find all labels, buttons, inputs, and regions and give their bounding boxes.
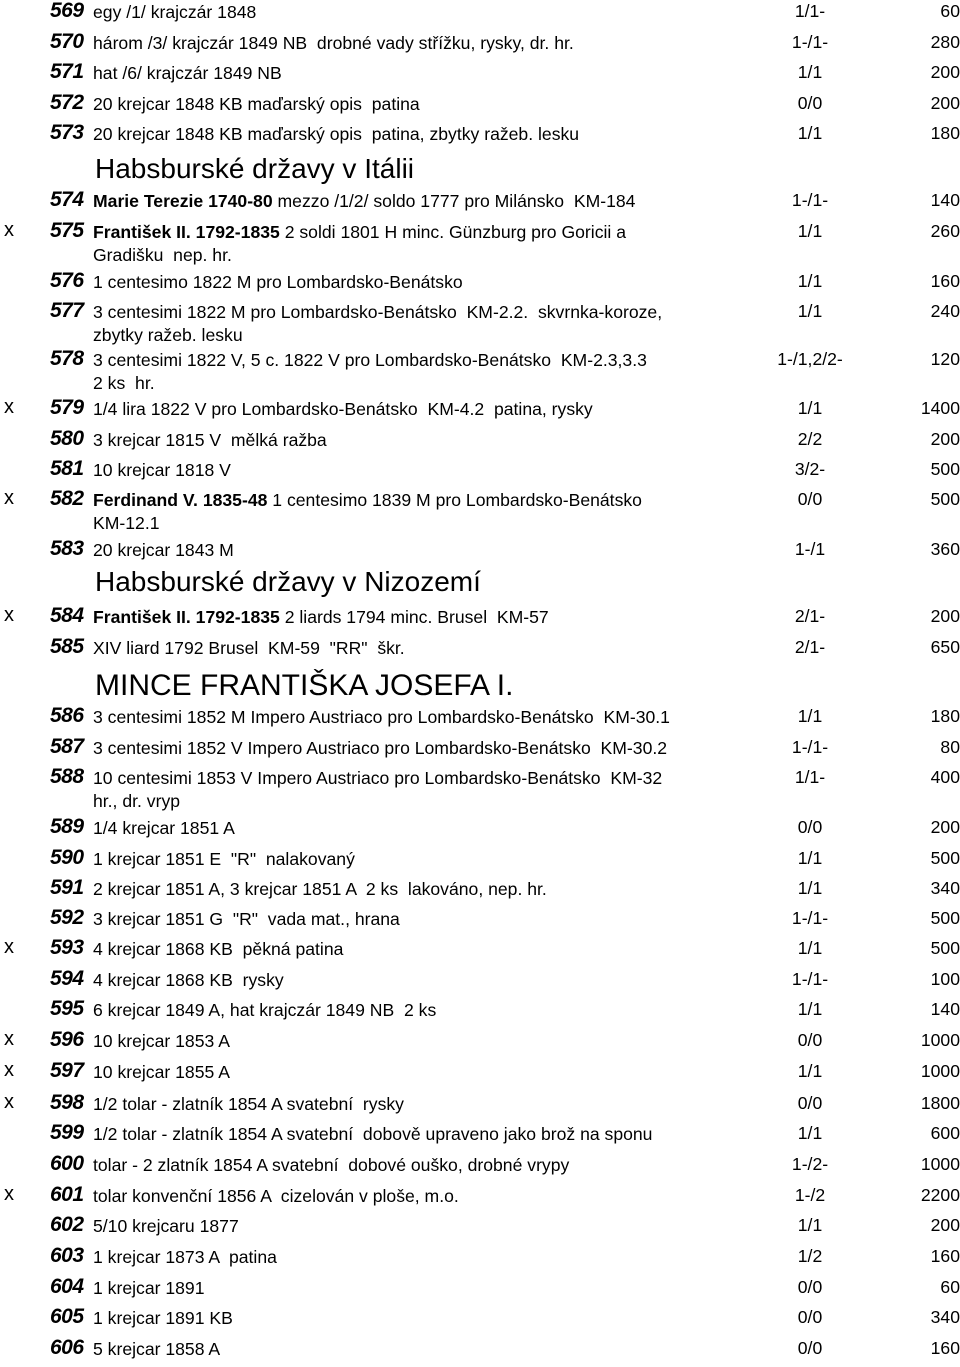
lot-number: 597 [50, 1059, 84, 1082]
lot-description [93, 1030, 773, 1053]
lot-price: 200 [930, 62, 960, 82]
lot-description-text: 10 krejcar 1855 A [93, 1062, 230, 1082]
lot-number: 584 [50, 604, 84, 627]
lot-description-text: 5 krejcar 1858 A [93, 1339, 221, 1359]
lot-description-text: 3 centesimi 1822 V, 5 c. 1822 V pro Lombardsko-Benátsko KM-2.3,3.3 2 ks hr. [93, 350, 647, 393]
lot-description [93, 1338, 773, 1361]
lot-number: 592 [50, 906, 84, 929]
lot-price: 100 [930, 969, 960, 989]
lot-row [0, 1184, 960, 1214]
lot-grade: 1-/1- [791, 969, 829, 989]
lot-description [93, 190, 773, 213]
lot-row [0, 458, 960, 488]
sold-marker: x [4, 936, 14, 958]
lot-number: 589 [50, 815, 84, 838]
lot-number: 605 [50, 1305, 84, 1328]
lot-description [93, 349, 773, 395]
lot-price: 280 [930, 32, 960, 52]
lot-row [0, 61, 960, 91]
lot-description-text: tolar konvenční 1856 A cizelován v ploše, m.o. [93, 1186, 459, 1206]
lot-description-text: 10 krejcar 1853 A [93, 1031, 230, 1051]
lot-description-text: 1 krejcar 1851 E "R" nalakovaný [93, 849, 355, 869]
lot-number: 575 [50, 219, 84, 242]
lot-row [0, 428, 960, 458]
lot-grade: 0/0 [797, 1093, 823, 1113]
lot-number: 598 [50, 1091, 84, 1114]
lot-price: 200 [930, 429, 960, 449]
lot-grade: 3/2- [794, 459, 826, 479]
lot-description-text: mezzo /1/2/ soldo 1777 pro Milánsko KM-184 [272, 191, 636, 211]
lot-row [0, 847, 960, 877]
lot-grade: 1/1 [797, 62, 823, 82]
lot-description-text: három /3/ krajczár 1849 NB drobné vady střížku, rysky, dr. hr. [93, 33, 574, 53]
lot-grade: 1/1 [797, 1061, 823, 1081]
lot-description-text: 1 krejcar 1873 A patina [93, 1247, 277, 1267]
lot-row [0, 907, 960, 937]
lot-row [0, 1060, 960, 1090]
lot-grade: 1/2 [797, 1246, 823, 1266]
lot-description [93, 1246, 773, 1269]
lot-price: 200 [930, 93, 960, 113]
lot-row [0, 1122, 960, 1152]
lot-price: 200 [930, 606, 960, 626]
lot-row [0, 765, 960, 811]
lot-row [0, 122, 960, 152]
lot-description [93, 301, 773, 347]
lot-number: 604 [50, 1275, 84, 1298]
lot-grade: 1/1 [797, 938, 823, 958]
lot-number: 570 [50, 30, 84, 53]
lot-grade: 1-/1,2/2- [777, 349, 843, 369]
lot-price: 160 [930, 1246, 960, 1266]
lot-grade: 1/1 [797, 398, 823, 418]
lot-grade: 1-/2- [791, 1154, 829, 1174]
lot-description [93, 969, 773, 992]
lot-number: 602 [50, 1213, 84, 1236]
lot-number: 603 [50, 1244, 84, 1267]
lot-description-text: 6 krejcar 1849 A, hat krajczár 1849 NB 2 ks [93, 1000, 437, 1020]
lot-description [93, 398, 773, 421]
lot-price: 60 [940, 1277, 960, 1297]
section-heading-italy: Habsburské državy v Itálii [95, 153, 415, 184]
lot-description [93, 1277, 773, 1300]
lot-description-text: 1 centesimo 1822 M pro Lombardsko-Benátsko [93, 272, 463, 292]
lot-row [0, 299, 960, 345]
lot-price: 600 [930, 1123, 960, 1143]
lot-description-text: hat /6/ krajczár 1849 NB [93, 63, 282, 83]
sold-marker: x [4, 396, 14, 418]
lot-description [93, 999, 773, 1022]
lot-description [93, 706, 773, 729]
lot-description-text: 1 centesimo 1839 M pro Lombardsko-Benátsko KM-12.1 [93, 490, 642, 533]
lot-grade: 2/1- [794, 637, 826, 657]
lot-grade: 1/1 [797, 848, 823, 868]
lot-grade: 2/2 [797, 429, 823, 449]
lot-number: 582 [50, 487, 84, 510]
sold-marker: x [4, 1028, 14, 1050]
lot-description-text: 10 krejcar 1818 V [93, 460, 231, 480]
lot-row [0, 636, 960, 666]
lot-row [0, 736, 960, 766]
section-heading-netherlands: Habsburské državy v Nizozemí [95, 566, 481, 597]
lot-grade: 0/0 [797, 489, 823, 509]
lot-grade: 2/1- [794, 606, 826, 626]
lot-number: 572 [50, 91, 84, 114]
lot-grade: 0/0 [797, 93, 823, 113]
lot-number: 569 [50, 0, 84, 22]
lot-row [0, 1214, 960, 1244]
sold-marker: x [4, 487, 14, 509]
lot-price: 500 [930, 459, 960, 479]
lot-description [93, 878, 773, 901]
lot-number: 606 [50, 1336, 84, 1359]
lot-number: 596 [50, 1028, 84, 1051]
lot-number: 594 [50, 967, 84, 990]
lot-description [93, 459, 773, 482]
lot-price: 400 [930, 767, 960, 787]
lot-row [0, 1276, 960, 1306]
lot-price: 340 [930, 878, 960, 898]
lot-description-text: 10 centesimi 1853 V Impero Austriaco pro Lombardsko-Benátsko KM-32 hr., dr. vryp [93, 768, 663, 811]
lot-description [93, 1061, 773, 1084]
lot-description-text: 20 krejcar 1843 M [93, 540, 234, 560]
ruler-name: František II. 1792-1835 [93, 222, 280, 242]
lot-row [0, 605, 960, 635]
lot-description [93, 737, 773, 760]
lot-number: 577 [50, 299, 84, 322]
lot-description [93, 606, 773, 629]
lot-description-text: 1/2 tolar - zlatník 1854 A svatební dobově upraveno jako brož na sponu [93, 1124, 653, 1144]
lot-price: 180 [930, 706, 960, 726]
lot-grade: 1/1- [794, 767, 826, 787]
lot-description [93, 62, 773, 85]
lot-description [93, 938, 773, 961]
lot-price: 1800 [920, 1093, 960, 1113]
lot-row [0, 1306, 960, 1336]
lot-description [93, 539, 773, 562]
lot-number: 593 [50, 936, 84, 959]
lot-row [0, 1153, 960, 1183]
lot-description-text: 2 soldi 1801 H minc. Günzburg pro Goricii a Gradišku nep. hr. [93, 222, 626, 265]
lot-description [93, 221, 773, 267]
lot-description [93, 848, 773, 871]
ruler-name: František II. 1792-1835 [93, 607, 280, 627]
lot-description-text: tolar - 2 zlatník 1854 A svatební dobové ouško, drobné vrypy [93, 1155, 570, 1175]
lot-grade: 1/1 [797, 221, 823, 241]
lot-row [0, 937, 960, 967]
lot-grade: 1-/1- [791, 190, 829, 210]
lot-price: 140 [930, 190, 960, 210]
lot-price: 500 [930, 938, 960, 958]
lot-price: 1400 [920, 398, 960, 418]
lot-row [0, 397, 960, 427]
lot-number: 576 [50, 269, 84, 292]
lot-grade: 1-/1 [794, 539, 826, 559]
lot-description [93, 489, 773, 535]
lot-grade: 1/1 [797, 1123, 823, 1143]
lot-description [93, 908, 773, 931]
lot-grade: 1/1 [797, 271, 823, 291]
lot-price: 500 [930, 489, 960, 509]
lot-grade: 1/1 [797, 301, 823, 321]
lot-price: 180 [930, 123, 960, 143]
lot-grade: 1/1 [797, 999, 823, 1019]
lot-row [0, 347, 960, 393]
lot-grade: 0/0 [797, 1338, 823, 1358]
section-heading-franz-joseph: MINCE FRANTIŠKA JOSEFA I. [95, 669, 514, 702]
lot-description [93, 637, 773, 660]
lot-description [93, 1154, 773, 1177]
lot-price: 360 [930, 539, 960, 559]
lot-description-text: 3 centesimi 1852 V Impero Austriaco pro Lombardsko-Benátsko KM-30.2 [93, 738, 668, 758]
lot-row [0, 0, 960, 30]
lot-number: 585 [50, 635, 84, 658]
lot-price: 260 [930, 221, 960, 241]
lot-description [93, 32, 773, 55]
lot-row [0, 816, 960, 846]
lot-grade: 1/1 [797, 878, 823, 898]
lot-grade: 0/0 [797, 1307, 823, 1327]
lot-description [93, 1185, 773, 1208]
sold-marker: x [4, 604, 14, 626]
lot-row [0, 968, 960, 998]
lot-description [93, 767, 773, 813]
lot-description [93, 429, 773, 452]
lot-description-text: 1 krejcar 1891 KB [93, 1308, 233, 1328]
lot-price: 200 [930, 1215, 960, 1235]
lot-price: 60 [940, 1, 960, 21]
sold-marker: x [4, 1091, 14, 1113]
lot-description [93, 1, 773, 24]
lot-grade: 1/1 [797, 1215, 823, 1235]
lot-description [93, 1215, 773, 1238]
lot-price: 340 [930, 1307, 960, 1327]
lot-description-text: 3 centesimi 1822 M pro Lombardsko-Benátsko KM-2.2. skvrnka-koroze, zbytky ražeb. lesku [93, 302, 663, 345]
ruler-name: Ferdinand V. 1835-48 [93, 490, 268, 510]
lot-row [0, 1029, 960, 1059]
lot-row [0, 270, 960, 300]
lot-grade: 1-/1- [791, 737, 829, 757]
sold-marker: x [4, 1059, 14, 1081]
lot-description-text: 4 krejcar 1868 KB pěkná patina [93, 939, 344, 959]
lot-description-text: 1/2 tolar - zlatník 1854 A svatební rysky [93, 1094, 404, 1114]
lot-grade: 1/1- [794, 1, 826, 21]
lot-description-text: egy /1/ krajczár 1848 [93, 2, 257, 22]
lot-number: 590 [50, 846, 84, 869]
lot-description [93, 93, 773, 116]
lot-price: 1000 [920, 1061, 960, 1081]
lot-description [93, 817, 773, 840]
lot-grade: 0/0 [797, 1277, 823, 1297]
lot-grade: 1-/1- [791, 32, 829, 52]
lot-description-text: 2 krejcar 1851 A, 3 krejcar 1851 A 2 ks lakováno, nep. hr. [93, 879, 547, 899]
lot-row [0, 877, 960, 907]
lot-price: 1000 [920, 1154, 960, 1174]
lot-grade: 1-/1- [791, 908, 829, 928]
lot-number: 574 [50, 188, 84, 211]
lot-number: 588 [50, 765, 84, 788]
lot-number: 573 [50, 121, 84, 144]
lot-description-text: 3 centesimi 1852 M Impero Austriaco pro Lombardsko-Benátsko KM-30.1 [93, 707, 670, 727]
ruler-name: Marie Terezie 1740-80 [93, 191, 273, 211]
lot-row [0, 31, 960, 61]
lot-description [93, 123, 773, 146]
lot-number: 583 [50, 537, 84, 560]
lot-description-text: 5/10 krejcaru 1877 [93, 1216, 239, 1236]
lot-description-text: 3 krejcar 1815 V mělká ražba [93, 430, 327, 450]
lot-row [0, 189, 960, 219]
lot-price: 120 [930, 349, 960, 369]
lot-number: 586 [50, 704, 84, 727]
lot-description-text: 3 krejcar 1851 G "R" vada mat., hrana [93, 909, 400, 929]
lot-row [0, 487, 960, 533]
lot-row [0, 998, 960, 1028]
lot-description-text: XIV liard 1792 Brusel KM-59 "RR" škr. [93, 638, 405, 658]
lot-description-text: 1/4 lira 1822 V pro Lombardsko-Benátsko KM-4.2 patina, rysky [93, 399, 593, 419]
lot-description-text: 1/4 krejcar 1851 A [93, 818, 235, 838]
lot-description [93, 1093, 773, 1116]
lot-number: 581 [50, 457, 84, 480]
lot-price: 240 [930, 301, 960, 321]
lot-number: 587 [50, 735, 84, 758]
lot-row [0, 538, 960, 568]
lot-row [0, 705, 960, 735]
lot-description [93, 1307, 773, 1330]
lot-row [0, 92, 960, 122]
lot-price: 200 [930, 817, 960, 837]
sold-marker: x [4, 1183, 14, 1205]
lot-grade: 1/1 [797, 123, 823, 143]
lot-price: 160 [930, 271, 960, 291]
lot-row [0, 1337, 960, 1367]
lot-price: 160 [930, 1338, 960, 1358]
lot-grade: 1-/2 [794, 1185, 826, 1205]
lot-grade: 0/0 [797, 817, 823, 837]
lot-price: 650 [930, 637, 960, 657]
lot-description-text: 20 krejcar 1848 KB maďarský opis patina [93, 94, 420, 114]
lot-description [93, 271, 773, 294]
lot-number: 571 [50, 60, 84, 83]
lot-price: 2200 [920, 1185, 960, 1205]
lot-grade: 1/1 [797, 706, 823, 726]
lot-price: 80 [940, 737, 960, 757]
lot-row [0, 219, 960, 265]
lot-number: 599 [50, 1121, 84, 1144]
lot-row [0, 1092, 960, 1122]
lot-price: 500 [930, 908, 960, 928]
lot-number: 591 [50, 876, 84, 899]
lot-row [0, 1245, 960, 1275]
lot-grade: 0/0 [797, 1030, 823, 1050]
lot-description-text: 4 krejcar 1868 KB rysky [93, 970, 284, 990]
lot-description-text: 1 krejcar 1891 [93, 1278, 205, 1298]
lot-description-text: 2 liards 1794 minc. Brusel KM-57 [279, 607, 549, 627]
sold-marker: x [4, 219, 14, 241]
lot-number: 579 [50, 396, 84, 419]
lot-description-text: 20 krejcar 1848 KB maďarský opis patina, zbytky ražeb. lesku [93, 124, 580, 144]
lot-number: 600 [50, 1152, 84, 1175]
lot-description [93, 1123, 773, 1146]
lot-price: 1000 [920, 1030, 960, 1050]
lot-number: 595 [50, 997, 84, 1020]
lot-number: 601 [50, 1183, 84, 1206]
lot-number: 578 [50, 347, 84, 370]
lot-number: 580 [50, 427, 84, 450]
lot-price: 500 [930, 848, 960, 868]
lot-price: 140 [930, 999, 960, 1019]
